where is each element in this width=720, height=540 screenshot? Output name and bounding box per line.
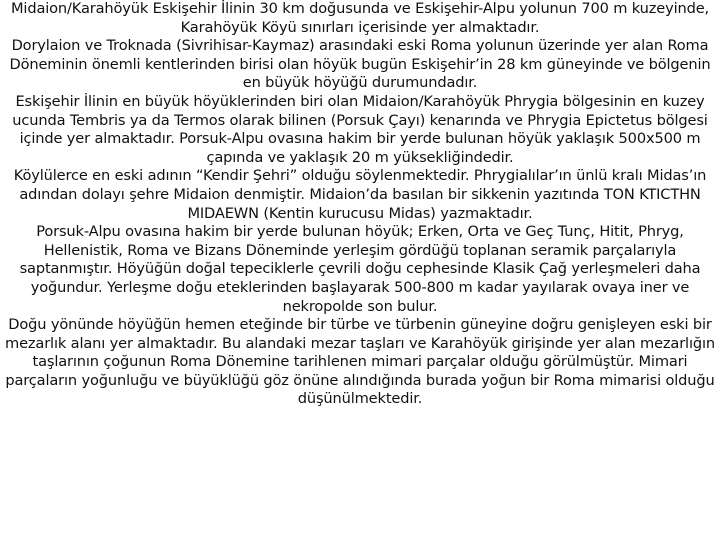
paragraph-location: Midaion/Karahöyük Eskişehir İlinin 30 km doğusunda ve Eskişehir-Alpu yolunun 700 m kuzeyinde, Karahöyük Köyü sınırları içerisinde yer almaktadır. [10,0,710,36]
paragraph-roman-road: Dorylaion ve Troknada (Sivrihisar-Kaymaz) arasındaki eski Roma yolunun üzerinde yer alan Roma Döneminin önemli kentlerinden birisi olan höyük bugün Eskişehir’in 28 km güneyinde ve bölgenin en büyük höyüğü durumundadır. [9,37,711,92]
paragraph-settlement-periods: Porsuk-Alpu ovasına hakim bir yerde bulunan höyük; Erken, Orta ve Geç Tunç, Hitit, Phryg, Hellenistik, Roma ve Bizans Döneminde yerleşim gördüğü toplanan seramik parçalarıyla saptanmıştır. Höyüğün doğal tepeciklerle çevrili doğu cephesinde Klasik Çağ yerleşmeleri daha yoğundur. Yerleşme doğu eteklerinden başlayarak 500-800 m kadar yayılarak ovaya iner ve nekropolde son bulur. [19,223,701,315]
paragraph-cemetery: Doğu yönünde höyüğün hemen eteğinde bir türbe ve türbenin güneyine doğru genişleyen eski bir mezarlık alanı yer almaktadır. Bu alandaki mezar taşları ve Karahöyük girişinde yer alan mezarlığın taşlarının çoğunun Roma Dönemine tarihlenen mimari parçalar olduğu görülmüştür. Mimari parçaların yoğunluğu ve büyüklüğü göz önüne alındığında burada yoğun bir Roma mimarisi olduğu düşünülmektedir. [5,316,715,408]
paragraph-phrygia-region: Eskişehir İlinin en büyük höyüklerinden biri olan Midaion/Karahöyük Phrygia bölgesinin en kuzey ucunda Tembris ya da Termos olarak bilinen (Porsuk Çayı) kenarında ve Phrygia Epictetus bölgesi içinde yer almaktadır. Porsuk-Alpu ovasına hakim bir yerde bulunan höyük yaklaşık 500x500 m çapında ve yaklaşık 20 m yüksekliğindedir. [12,92,708,166]
paragraph-name-origin: Köylülerce en eski adının “Kendir Şehri” olduğu söylenmektedir. Phrygialılar’ın ünlü kralı Midas’ın adından dolayı şehre Midaion denmiştir. Midaion’da basılan bir sikkenin yazıtında TON KTICTHN MIDAEWN (Kentin kurucusu Midas) yazmaktadır. [13,167,707,222]
